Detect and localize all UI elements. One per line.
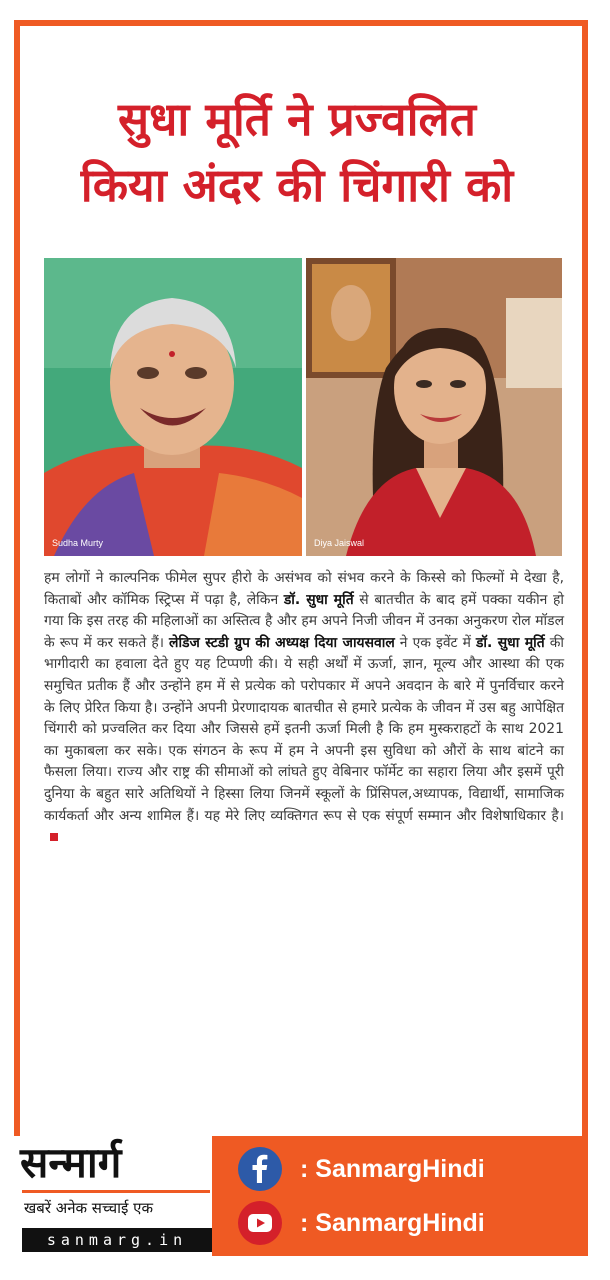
brand-url: sanmarg.in — [22, 1228, 212, 1252]
youtube-icon — [238, 1201, 282, 1245]
social-panel — [212, 1136, 588, 1256]
photo-strip — [44, 258, 562, 556]
brand-name: सन्मार्ग — [20, 1138, 122, 1187]
photo-caption-right: Diya Jaiswal — [314, 538, 365, 548]
headline — [30, 86, 564, 218]
article-text: हम लोगों ने काल्पनिक फीमेल सुपर हीरो के असंभव को संभव करने के किस्से को फिल्मों मे देखा है, किताबों और कॉमिक स्ट्रिप्स में पढ़ा है, लेकिन — [44, 570, 564, 608]
portrait-illustration-right — [306, 258, 562, 556]
article-bold-name: डॉ. सुधा मूर्ति — [283, 591, 354, 608]
headline-line-1: सुधा मूर्ति ने प्रज्वलित — [118, 92, 476, 146]
article-body — [44, 568, 564, 849]
facebook-link[interactable] — [238, 1146, 485, 1192]
youtube-handle: : SanmargHindi — [300, 1208, 485, 1237]
facebook-icon — [238, 1147, 282, 1191]
article-text: से बातचीत के बाद हमें पक्का यकीन हो गया कि इस तरह की महिलाओं का अस्तित्व है और हम अपने निजी जीवन में उनका अनुकरण रोल मॉडल के रूप में कर सकते हैं। — [44, 591, 564, 651]
article-text: की भागीदारी का हवाला देते हुए यह टिप्पणी की। ये सही अर्थों में ऊर्जा, ज्ञान, मूल्य और आस्था की एक समुचित प्रतीक हैं और उन्होंने हम में से प्रत्येक को परोपकार में अपने अवदान के बारे में पुनर्विचार करने के लिए प्रेरित किया है। उन्होंने अपनी प्रेरणादायक बातचीत से हमारे प्रत्येक के जीवन में उस बहु आपेक्षित चिंगारी को प्रज्वलित कर दिया और जिससे हमें इतनी ऊर्जा मिली है कि हम मुस्कराहटों के साथ 2021 का मुकाबला कर सके। एक संगठन के रूप में हम ने अपनी इस सुविधा को औरों के साथ बांटने का फैसला लिया। राज्य और राष्ट्र की सीमाओं को लांघते हुए वेबिनार फॉर्मेट का सहारा लिया और इसमें पूरी दुनिया के बहुत सारे अतिथियों ने हिस्सा लिया जिनमें स्कूलों के प्रिंसिपल,अध्यापक, विद्यार्थी, सामाजिक कार्यकर्ता और अन्य शामिल हैं। यह मेरे लिए व्यक्तिगत रूप से एक संपूर्ण सम्मान और विशेषाधिकार है। — [44, 634, 564, 824]
facebook-handle: : SanmargHindi — [300, 1154, 485, 1183]
youtube-link[interactable] — [238, 1200, 485, 1246]
article-text: ने एक इवेंट में — [394, 634, 476, 651]
brand-underline — [22, 1190, 210, 1193]
article-bold-name: डॉ. सुधा मूर्ति — [476, 634, 545, 651]
photo-sudha-murty — [44, 258, 302, 556]
photo-diya-jaiswal — [306, 258, 562, 556]
article-bold-name: लेडिज स्टडी ग्रुप की अध्यक्ष दिया जायसवाल — [169, 634, 395, 651]
end-mark-icon — [50, 833, 58, 841]
portrait-illustration-left — [44, 258, 302, 556]
brand-logo — [14, 1136, 210, 1256]
brand-tagline: खबरें अनेक सच्चाई एक — [24, 1199, 153, 1217]
headline-line-2: किया अंदर की चिंगारी को — [80, 158, 514, 212]
footer-banner — [14, 1136, 588, 1256]
photo-caption-left: Sudha Murty — [52, 538, 104, 548]
